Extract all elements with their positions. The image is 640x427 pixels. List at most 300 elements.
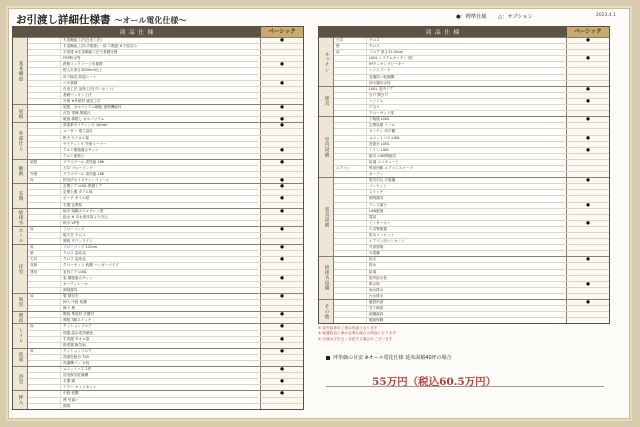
row-mark bbox=[566, 105, 609, 110]
row-item bbox=[334, 184, 367, 189]
spec-section bbox=[13, 244, 303, 293]
row-mark bbox=[566, 93, 609, 98]
row-spec: 手摺 鏡 bbox=[63, 379, 75, 384]
row-mark: ● bbox=[260, 38, 303, 43]
row-spec: 窯業系サイディング 16mm bbox=[63, 123, 108, 128]
section-label: 給排水 bbox=[13, 209, 28, 226]
row-item bbox=[334, 142, 367, 147]
row-item: 天井 bbox=[334, 38, 367, 43]
row-item bbox=[28, 50, 61, 55]
table-row bbox=[28, 385, 303, 390]
row-mark bbox=[260, 99, 303, 104]
row-spec: 壁天井 クロス bbox=[63, 233, 86, 237]
row-item bbox=[334, 123, 367, 128]
row-mark bbox=[260, 154, 303, 159]
row-item bbox=[28, 87, 61, 92]
row-mark bbox=[566, 68, 609, 73]
row-spec: 洗濯機パン 水栓 bbox=[63, 360, 90, 365]
row-mark: ● bbox=[260, 227, 303, 232]
row-item bbox=[28, 306, 61, 311]
row-item bbox=[28, 276, 61, 281]
table-row bbox=[28, 203, 303, 208]
row-mark bbox=[260, 221, 303, 226]
row-item bbox=[334, 190, 367, 195]
row-mark bbox=[566, 270, 609, 275]
table-row bbox=[28, 117, 303, 122]
row-mark bbox=[260, 203, 303, 208]
row-mark bbox=[566, 50, 609, 55]
row-item bbox=[334, 312, 367, 317]
row-mark: ● bbox=[260, 337, 303, 342]
row-spec: 照明 ダウンライト bbox=[63, 239, 93, 244]
row-mark bbox=[566, 142, 609, 147]
row-item: 壁 bbox=[28, 251, 61, 256]
document-title: お引渡し詳細仕様書 ～オール電化仕様～ bbox=[16, 14, 187, 26]
row-spec: フローリング bbox=[63, 226, 85, 231]
row-spec: 屋根：ガルバリウム鋼板 遮熱機能付 bbox=[63, 105, 122, 110]
row-item bbox=[334, 68, 367, 73]
table-row bbox=[28, 221, 303, 226]
row-spec: LAN配線 bbox=[369, 208, 384, 213]
row-item bbox=[334, 105, 367, 110]
row-item bbox=[28, 93, 61, 98]
row-mark: ● bbox=[260, 257, 303, 262]
section-label: 電気設備 bbox=[319, 178, 334, 256]
row-spec: 基礎パッキン工法 bbox=[63, 92, 92, 97]
row-item bbox=[28, 81, 61, 86]
table-header bbox=[319, 27, 609, 37]
row-item bbox=[334, 270, 367, 275]
row-spec: 根入れ深さ300mm以上 bbox=[63, 68, 103, 73]
row-spec: ミラー キャビネット bbox=[63, 385, 97, 390]
section-label: 断熱 bbox=[13, 160, 28, 183]
row-mark bbox=[566, 209, 609, 214]
section-rows bbox=[334, 178, 609, 256]
spec-section bbox=[13, 293, 303, 311]
row-spec: ポーチ タイル貼 bbox=[63, 196, 90, 201]
section-rows bbox=[28, 245, 303, 293]
table-row bbox=[28, 404, 303, 409]
summary-text: 坪単価の目安 ※オール電化仕様 延床面積40坪の場合 bbox=[333, 355, 452, 361]
section-rows bbox=[28, 209, 303, 226]
price: 55万円（税込60.5万円） bbox=[372, 376, 497, 388]
document-subtitle: ～オール電化仕様～ bbox=[114, 15, 187, 25]
row-item bbox=[28, 318, 61, 323]
section-rows bbox=[28, 227, 303, 244]
row-spec: クッションフロア bbox=[63, 348, 92, 353]
row-spec: 階段 集成材 手摺付 bbox=[63, 312, 95, 317]
row-spec: カーテンレール bbox=[63, 281, 88, 286]
row-mark bbox=[260, 68, 303, 73]
row-item bbox=[28, 221, 61, 226]
row-item bbox=[28, 379, 61, 384]
section-rows bbox=[334, 87, 609, 116]
row-item bbox=[28, 123, 61, 128]
row-spec: 給水 bbox=[369, 257, 377, 262]
row-mark bbox=[260, 129, 303, 134]
row-spec: 瑕疵保険 bbox=[369, 318, 384, 323]
row-item bbox=[28, 56, 61, 61]
spec-section bbox=[13, 390, 303, 408]
row-item bbox=[28, 38, 61, 43]
row-mark: ● bbox=[260, 391, 303, 396]
row-item bbox=[28, 196, 61, 201]
row-mark bbox=[260, 331, 303, 336]
row-item bbox=[28, 367, 61, 372]
row-mark bbox=[260, 142, 303, 147]
row-mark bbox=[260, 355, 303, 360]
table-row bbox=[334, 81, 609, 86]
row-mark: ● bbox=[260, 367, 303, 372]
row-spec: FRP防水等 bbox=[63, 56, 81, 61]
row-mark: ● bbox=[566, 117, 609, 122]
row-spec: 電気引込 分電盤 bbox=[369, 178, 396, 183]
row-mark bbox=[566, 81, 609, 86]
row-item bbox=[334, 178, 367, 183]
row-mark bbox=[260, 385, 303, 390]
row-item bbox=[28, 129, 61, 134]
row-item bbox=[334, 282, 367, 287]
row-mark bbox=[260, 93, 303, 98]
row-mark: ● bbox=[566, 38, 609, 43]
row-spec: アルミ面格子 bbox=[63, 153, 85, 158]
row-mark bbox=[260, 87, 303, 92]
section-label: ホール bbox=[13, 227, 28, 244]
section-rows bbox=[28, 294, 303, 311]
row-mark bbox=[260, 166, 303, 171]
row-spec: IHクッキングヒーター bbox=[369, 62, 405, 67]
header-spec: 商 品 仕 様 bbox=[425, 30, 461, 36]
row-item bbox=[334, 245, 367, 250]
row-spec: 手摺 玄関框 bbox=[63, 202, 83, 207]
row-item bbox=[28, 331, 61, 336]
legend-standard: ●：標準仕様 bbox=[456, 14, 487, 20]
row-mark: ● bbox=[260, 117, 303, 122]
row-mark: ● bbox=[260, 62, 303, 67]
document-date: 2023.4.1 bbox=[596, 13, 617, 18]
row-item bbox=[28, 373, 61, 378]
row-spec: クロス bbox=[369, 44, 380, 49]
row-spec: フロア 厚さ12.5mm bbox=[369, 50, 404, 55]
row-spec: 押入 中段 枕棚 bbox=[63, 300, 87, 305]
row-mark bbox=[260, 404, 303, 409]
row-spec: 汚水排水 bbox=[369, 293, 384, 298]
header-basic: ベーシック bbox=[261, 27, 303, 37]
row-spec: 軒天 ケイカル板 bbox=[63, 135, 89, 140]
row-item bbox=[334, 87, 367, 92]
row-item bbox=[334, 172, 367, 177]
table-row bbox=[28, 306, 303, 311]
row-item bbox=[28, 184, 61, 189]
section-rows bbox=[28, 184, 303, 207]
row-item bbox=[28, 111, 61, 116]
row-item: 床 bbox=[28, 324, 61, 329]
row-spec: 平屋建 ※木造軸組工法で基礎仕様 bbox=[63, 50, 118, 55]
table-row bbox=[28, 343, 303, 348]
spec-section bbox=[13, 104, 303, 122]
header-spec: 商 品 仕 様 bbox=[119, 30, 155, 36]
row-item: 建具 bbox=[28, 270, 61, 275]
row-spec: クロス bbox=[369, 38, 380, 42]
row-mark bbox=[260, 56, 303, 61]
section-rows bbox=[28, 105, 303, 122]
row-item: エアコン bbox=[334, 166, 367, 171]
row-spec: 外壁 ※外壁材 通気工法 bbox=[63, 98, 101, 103]
row-item bbox=[334, 93, 367, 98]
row-spec: 照明 3路スイッチ bbox=[63, 318, 92, 323]
row-spec: 天井 ブローイング bbox=[63, 165, 93, 170]
spec-section bbox=[319, 177, 609, 256]
row-spec: 洗面台 LIXIL bbox=[369, 141, 390, 146]
row-item bbox=[28, 142, 61, 147]
row-mark bbox=[566, 129, 609, 134]
row-spec: グラスウール 高性能 16K bbox=[63, 159, 105, 164]
row-mark bbox=[566, 318, 609, 323]
row-item bbox=[28, 105, 61, 110]
row-item: 床 bbox=[28, 349, 61, 354]
row-spec: テレビ端子 bbox=[369, 202, 387, 207]
row-item bbox=[28, 300, 61, 305]
spec-section bbox=[13, 159, 303, 183]
row-mark bbox=[566, 294, 609, 299]
row-mark bbox=[260, 263, 303, 268]
section-rows bbox=[334, 38, 609, 86]
row-spec: 玄関ドア LIXIL 断熱ドア bbox=[63, 184, 103, 189]
spec-section bbox=[319, 86, 609, 116]
row-spec: 火災警報器 bbox=[369, 226, 387, 231]
row-mark bbox=[566, 44, 609, 49]
row-item bbox=[28, 282, 61, 287]
table-row bbox=[334, 294, 609, 299]
row-spec: 給湯 bbox=[369, 269, 377, 274]
row-spec: 換気 24時間換気 bbox=[369, 153, 397, 158]
row-spec: 排水 VP管 bbox=[63, 220, 80, 225]
row-spec: 地盤調査 bbox=[369, 312, 384, 317]
section-rows bbox=[334, 117, 609, 177]
row-spec: 床下換気 防湿シート bbox=[63, 74, 97, 79]
row-mark: ● bbox=[260, 123, 303, 128]
row-mark bbox=[566, 111, 609, 116]
row-mark: ● bbox=[260, 81, 303, 86]
row-item bbox=[28, 239, 61, 244]
row-spec: 給水 架橋ポリエチレン管 bbox=[63, 208, 104, 213]
section-rows bbox=[334, 300, 609, 323]
row-spec: 給湯 エコキュート bbox=[369, 159, 399, 164]
row-item bbox=[28, 136, 61, 141]
row-mark bbox=[566, 312, 609, 317]
table-row bbox=[28, 239, 303, 244]
row-spec: ユニットバス LIXIL bbox=[369, 135, 401, 140]
row-spec: 雨水排水 bbox=[369, 287, 384, 292]
row-item: 床 bbox=[28, 294, 61, 299]
section-label: 基本構造 bbox=[13, 38, 28, 104]
row-spec: フローリング 12mm bbox=[63, 245, 98, 250]
row-item bbox=[334, 148, 367, 153]
spec-section bbox=[319, 256, 609, 299]
row-mark bbox=[260, 288, 303, 293]
row-spec: 排水 bbox=[369, 263, 377, 268]
spec-section bbox=[13, 208, 303, 226]
row-mark bbox=[566, 62, 609, 67]
row-mark bbox=[260, 306, 303, 311]
section-rows bbox=[28, 312, 303, 323]
row-spec: メーター 電力量計 bbox=[63, 129, 93, 134]
row-spec: 窓 樹脂複合サッシ bbox=[63, 275, 93, 280]
section-label: 室内設備 bbox=[319, 117, 334, 177]
row-spec: コンセント bbox=[369, 184, 387, 189]
row-item bbox=[28, 68, 61, 73]
row-item bbox=[334, 129, 367, 134]
spec-section bbox=[319, 37, 609, 86]
section-rows bbox=[28, 324, 303, 347]
row-spec: 紙巻器 換気扇 bbox=[63, 342, 86, 347]
row-item bbox=[334, 306, 367, 311]
table-row bbox=[28, 361, 303, 366]
spec-section bbox=[13, 311, 303, 323]
row-spec: インターホン bbox=[369, 220, 391, 225]
section-label: その他 bbox=[319, 300, 334, 323]
row-spec: 洗面化粧台 750 bbox=[63, 354, 89, 359]
row-spec: 確認申請 bbox=[369, 300, 384, 305]
section-rows bbox=[334, 257, 609, 299]
row-spec: クッションフロア bbox=[63, 324, 92, 329]
row-item: 屋根 bbox=[28, 160, 61, 165]
legend-option: △：オプション bbox=[498, 14, 533, 20]
row-spec: 引戸 開き戸 bbox=[369, 92, 389, 97]
row-spec: 散水栓 bbox=[369, 281, 380, 286]
row-mark: ● bbox=[566, 56, 609, 61]
row-item: 壁 bbox=[334, 44, 367, 49]
row-mark bbox=[566, 184, 609, 189]
table-row bbox=[28, 178, 303, 183]
row-mark bbox=[260, 373, 303, 378]
row-spec: 畳 縁付き bbox=[63, 293, 79, 298]
row-item bbox=[334, 203, 367, 208]
row-spec: 専用回路 エアコンスリーブ bbox=[369, 165, 413, 170]
row-mark: ● bbox=[566, 282, 609, 287]
row-item bbox=[334, 257, 367, 262]
spec-section bbox=[319, 116, 609, 177]
row-spec: クロス 量産品 bbox=[63, 251, 86, 256]
notes bbox=[318, 326, 608, 342]
row-spec: 鉄筋コンクリート布基礎 bbox=[63, 62, 103, 67]
row-spec: レンジフード bbox=[369, 68, 391, 73]
row-mark: ● bbox=[566, 300, 609, 305]
row-mark bbox=[566, 160, 609, 165]
row-spec: スイッチ bbox=[369, 190, 384, 195]
row-item bbox=[28, 99, 61, 104]
row-item bbox=[28, 209, 61, 214]
row-item bbox=[334, 62, 367, 67]
row-mark bbox=[260, 282, 303, 287]
row-item bbox=[28, 312, 61, 317]
section-rows bbox=[28, 391, 303, 408]
row-item bbox=[334, 56, 367, 61]
row-mark: ● bbox=[260, 160, 303, 165]
row-mark bbox=[260, 270, 303, 275]
row-item bbox=[28, 391, 61, 396]
section-rows bbox=[28, 160, 303, 183]
section-label: 玄関 bbox=[13, 184, 28, 207]
row-mark bbox=[566, 75, 609, 80]
table-row bbox=[334, 172, 609, 177]
row-item bbox=[28, 148, 61, 153]
row-mark: ● bbox=[566, 203, 609, 208]
spec-section bbox=[13, 366, 303, 390]
row-item bbox=[28, 361, 61, 366]
row-spec: LIXIL システムキッチン I型 bbox=[369, 56, 413, 61]
row-mark: ● bbox=[260, 245, 303, 250]
row-mark bbox=[566, 123, 609, 128]
row-mark: ● bbox=[260, 324, 303, 329]
row-spec: 浄水器付水栓 bbox=[369, 80, 391, 85]
row-item: 収納 bbox=[28, 263, 61, 268]
row-mark bbox=[566, 154, 609, 159]
section-label: 給排水設備 bbox=[319, 257, 334, 299]
row-spec: 電話 bbox=[369, 214, 377, 219]
row-item bbox=[28, 75, 61, 80]
row-spec: クローゼット扉 bbox=[369, 111, 395, 116]
row-spec: 完了検査 bbox=[369, 306, 384, 311]
row-spec: 玄関収納 トール bbox=[369, 123, 396, 128]
note-line: ※ 仕様は予告なく変更する場合がございます bbox=[318, 336, 393, 341]
right-spec-table bbox=[318, 26, 610, 324]
row-mark: ● bbox=[260, 349, 303, 354]
row-mark: ● bbox=[566, 221, 609, 226]
row-spec: トイレ LIXIL bbox=[369, 147, 390, 152]
row-item bbox=[334, 227, 367, 232]
row-spec: 分電盤 bbox=[369, 251, 380, 256]
row-item bbox=[28, 190, 61, 195]
section-rows bbox=[28, 349, 303, 366]
row-mark bbox=[260, 398, 303, 403]
row-mark bbox=[260, 75, 303, 80]
row-item bbox=[334, 294, 367, 299]
row-spec: 食器洗い乾燥機 bbox=[369, 74, 395, 79]
row-item bbox=[28, 166, 61, 171]
row-mark: ● bbox=[260, 148, 303, 153]
row-spec: 木造軸組工法(２階建) 一部 ３階建 ※下屋含み bbox=[63, 44, 137, 49]
section-label: キッチン bbox=[319, 38, 334, 86]
row-spec: 手洗器 タオル掛 bbox=[63, 336, 90, 341]
row-spec: 照明 bbox=[63, 403, 71, 408]
spec-section bbox=[13, 348, 303, 366]
section-label: 建具 bbox=[319, 87, 334, 116]
row-item: 天井 bbox=[28, 257, 61, 262]
row-spec: 下駄箱 LIXIL bbox=[369, 117, 390, 122]
row-spec: 在来工法 金物工法(プレカット) bbox=[63, 86, 114, 91]
table-row bbox=[28, 99, 303, 104]
table-row bbox=[334, 111, 609, 116]
row-spec: カーテン bbox=[369, 172, 384, 177]
row-item bbox=[334, 318, 367, 323]
spec-section bbox=[13, 37, 303, 104]
row-item bbox=[334, 117, 367, 122]
row-mark: ● bbox=[566, 257, 609, 262]
row-mark bbox=[260, 361, 303, 366]
row-item: 床 bbox=[28, 178, 61, 183]
row-spec: LIXIL 室内ドア bbox=[369, 86, 393, 91]
row-spec: 外部照明 bbox=[369, 245, 384, 250]
row-mark: ● bbox=[566, 178, 609, 183]
row-item bbox=[28, 343, 61, 348]
row-mark bbox=[260, 172, 303, 177]
row-mark bbox=[566, 215, 609, 220]
section-rows bbox=[28, 38, 303, 104]
row-spec: 押出法ポリスチレンフォーム bbox=[63, 178, 110, 183]
row-spec: 中段 枕棚 bbox=[63, 391, 79, 396]
row-item bbox=[334, 239, 367, 244]
